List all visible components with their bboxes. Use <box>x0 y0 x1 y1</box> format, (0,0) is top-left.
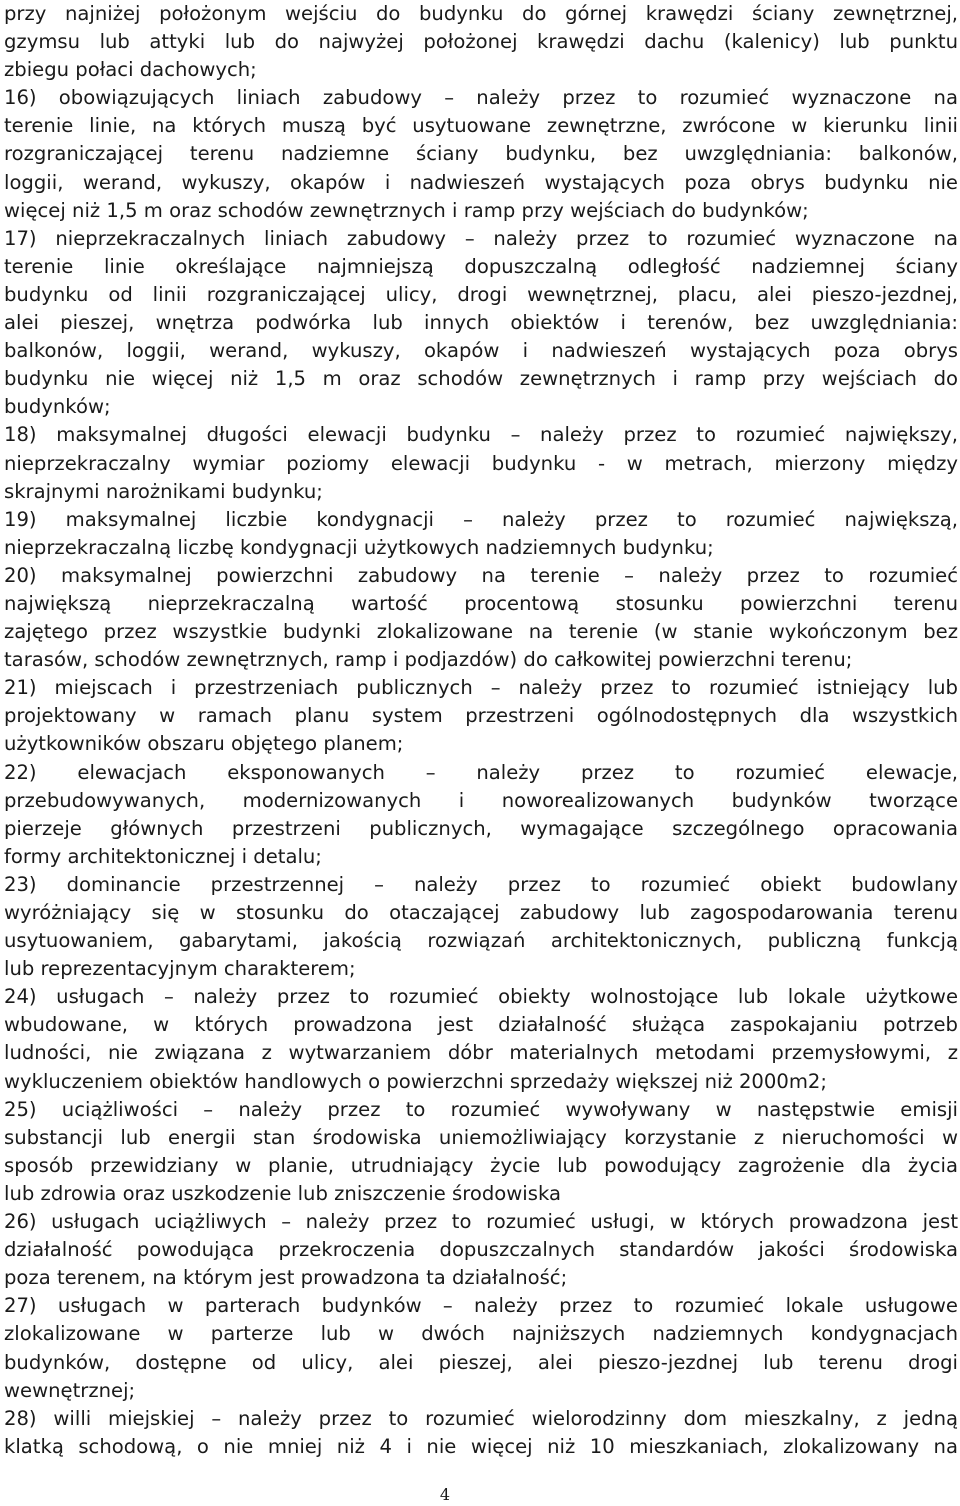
text-line: skrajnymi narożnikami budynku; <box>4 479 323 503</box>
text-line: budynku od linii rozgraniczającej ulicy, drogi wewnętrznej, placu, alei pieszo-jezdnej, <box>4 282 958 306</box>
text-line: 24) usługach – należy przez to rozumieć obiekty wolnostojące lub lokale użytkowe <box>4 985 958 1009</box>
text-line: 19) maksymalnej liczbie kondygnacji – należy przez to rozumieć największą, <box>4 507 958 531</box>
text-line: wykluczeniem obiektów handlowych o powierzchni sprzedaży większej niż 2000m2; <box>4 1069 827 1093</box>
text-line: budynku nie więcej niż 1,5 m oraz schodów zewnętrznych i ramp przy wejściach do <box>4 367 958 391</box>
text-line: wewnętrznej; <box>4 1378 136 1402</box>
text-line: usytuowaniem, gabarytami, jakością rozwiązań architektonicznych, publiczną funkcją <box>4 929 958 953</box>
text-line: 22) elewacjach eksponowanych – należy przez to rozumieć elewacje, <box>4 760 958 784</box>
text-line: 28) willi miejskiej – należy przez to rozumieć wielorodzinny dom mieszkalny, z jedną <box>4 1406 958 1430</box>
text-line: lub zdrowia oraz uszkodzenie lub zniszczenie środowiska <box>4 1181 561 1205</box>
text-line: terenie linie określające najmniejszą dopuszczalną odległość nadziemnej ściany <box>4 254 958 278</box>
text-line: rozgraniczającej terenu nadziemne ściany budynku, bez uwzględniania: balkonów, <box>4 142 958 166</box>
text-line: substancji lub energii stan środowiska uniemożliwiający korzystanie z nieruchomości w <box>4 1125 958 1149</box>
text-line: nieprzekraczalny wymiar poziomy elewacji budynku - w metrach, mierzony między <box>4 451 958 475</box>
text-line: 27) usługach w parterach budynków – należy przez to rozumieć lokale usługowe <box>4 1294 958 1318</box>
text-line: lub reprezentacyjnym charakterem; <box>4 957 356 981</box>
text-line: terenie linie, na których muszą być usytuowane zewnętrzne, zwrócone w kierunku linii <box>4 114 958 138</box>
text-line: projektowany w ramach planu system przestrzeni ogólnodostępnych dla wszystkich <box>4 704 958 728</box>
text-line: 23) dominancie przestrzennej – należy przez to rozumieć obiekt budowlany <box>4 872 958 896</box>
text-line: budynków; <box>4 395 111 419</box>
text-line: przebudowywanych, modernizowanych i noworealizowanych budynków tworzące <box>4 788 958 812</box>
text-line: 16) obowiązujących liniach zabudowy – należy przez to rozumieć wyznaczone na <box>4 86 958 110</box>
page-number: 4 <box>439 1485 451 1504</box>
text-line: nieprzekraczalną liczbę kondygnacji użytkowych nadziemnych budynku; <box>4 535 714 559</box>
text-line: 21) miejscach i przestrzeniach publicznych – należy przez to rozumieć istniejący lub <box>4 676 958 700</box>
text-line: 25) uciążliwości – należy przez to rozumieć wywoływany w następstwie emisji <box>4 1097 958 1121</box>
text-line: alei pieszej, wnętrza podwórka lub innych obiektów i terenów, bez uwzględniania: <box>4 311 958 335</box>
text-line: 18) maksymalnej długości elewacji budynku – należy przez to rozumieć największy, <box>4 423 958 447</box>
text-line: działalność powodująca przekroczenia dopuszczalnych standardów jakości środowiska <box>4 1238 958 1262</box>
text-line: gzymsu lub attyki lub do najwyżej położonej krawędzi dachu (kalenicy) lub punktu <box>4 30 958 54</box>
text-line: 17) nieprzekraczalnych liniach zabudowy – należy przez to rozumieć wyznaczone na <box>4 226 958 250</box>
text-line: wyróżniający się w stosunku do otaczającej zabudowy lub zagospodarowania terenu <box>4 901 958 924</box>
text-line: formy architektonicznej i detalu; <box>4 844 322 868</box>
text-line: pierzeje głównych przestrzeni publicznych, wymagające szczególnego opracowania <box>4 816 958 840</box>
text-line: poza terenem, na którym jest prowadzona ta działalność; <box>4 1266 568 1290</box>
text-line: więcej niż 1,5 m oraz schodów zewnętrznych i ramp przy wejściach do budynków; <box>4 198 809 222</box>
text-line: największą nieprzekraczalną wartość procentową stosunku powierzchni terenu <box>4 591 958 615</box>
document-body <box>4 0 958 1461</box>
text-line: klatką schodową, o nie mniej niż 4 i nie więcej niż 10 mieszkaniach, zlokalizowany na <box>4 1434 958 1458</box>
text-line: sposób przewidziany w planie, utrudniający życie lub powodujący zagrożenie dla życia <box>4 1153 958 1177</box>
text-line: tarasów, schodów zewnętrznych, ramp i podjazdów) do całkowitej powierzchni terenu; <box>4 648 853 672</box>
text-line: przy najniżej położonym wejściu do budynku do górnej krawędzi ściany zewnętrznej, <box>4 2 958 25</box>
text-line: zlokalizowane w parterze lub w dwóch najniższych nadziemnych kondygnacjach <box>4 1322 958 1346</box>
text-line: 26) usługach uciążliwych – należy przez to rozumieć usługi, w których prowadzona jest <box>4 1210 958 1234</box>
text-line: ludności, nie związana z wytwarzaniem dóbr materialnych metodami przemysłowymi, z <box>4 1041 958 1065</box>
text-line: budynków, dostępne od ulicy, alei pieszej, alei pieszo-jezdnej lub terenu drogi <box>4 1350 958 1374</box>
text-line: loggii, werand, wykuszy, okapów i nadwieszeń wystających poza obrys budynku nie <box>4 170 958 194</box>
text-line: balkonów, loggii, werand, wykuszy, okapów i nadwieszeń wystających poza obrys <box>4 339 958 363</box>
text-line: zajętego przez wszystkie budynki zlokalizowane na terenie (w stanie wykończonym bez <box>4 620 958 644</box>
text-line: zbiegu połaci dachowych; <box>4 58 257 82</box>
text-line: 20) maksymalnej powierzchni zabudowy na terenie – należy przez to rozumieć <box>4 563 958 587</box>
text-line: użytkowników obszaru objętego planem; <box>4 732 404 756</box>
text-line: wbudowane, w których prowadzona jest działalność służąca zaspokajaniu potrzeb <box>4 1013 958 1037</box>
